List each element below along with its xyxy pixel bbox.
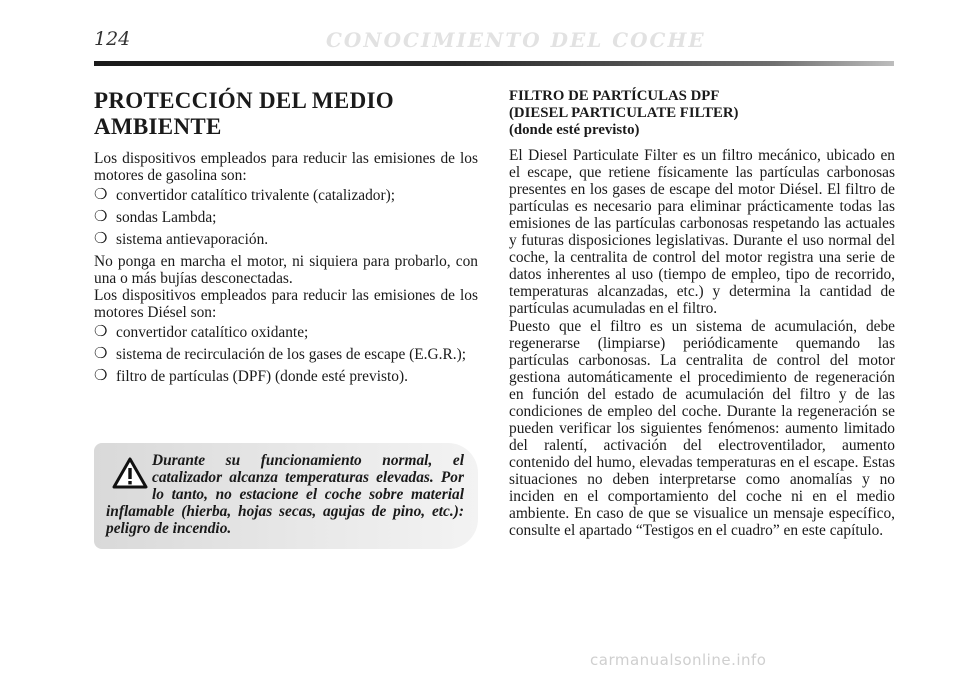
section-heading: PROTECCIÓN DEL MEDIO AMBIENTE bbox=[94, 88, 394, 139]
page-number: 124 bbox=[94, 28, 131, 50]
running-title: CONOCIMIENTO DEL COCHE bbox=[326, 28, 706, 52]
list-item: ❍ sistema de recirculación de los gases de escape (E.G.R.); bbox=[94, 346, 467, 363]
watermark: carmanualsonline.info bbox=[590, 651, 767, 669]
warning-box bbox=[94, 443, 478, 549]
spark-plug-note: No ponga en marcha el motor, ni siquiera para probarlo, con una o más bujías desconectadas. bbox=[94, 253, 478, 287]
gasoline-intro: Los dispositivos empleados para reducir las emisiones de los motores de gasolina son: bbox=[94, 150, 478, 184]
list-item: ❍ sistema antievaporación. bbox=[94, 231, 269, 248]
diesel-list bbox=[94, 324, 478, 385]
circle-bullet-icon: ❍ bbox=[94, 346, 108, 362]
circle-bullet-icon: ❍ bbox=[94, 231, 108, 247]
circle-bullet-icon: ❍ bbox=[94, 209, 108, 225]
circle-bullet-icon: ❍ bbox=[94, 187, 108, 203]
header-rule bbox=[94, 61, 894, 66]
list-item: ❍ filtro de partículas (DPF) (donde esté previsto). bbox=[94, 368, 408, 385]
list-item: ❍ sondas Lambda; bbox=[94, 209, 217, 226]
diesel-intro: Los dispositivos empleados para reducir las emisiones de los motores Diésel son: bbox=[94, 287, 478, 321]
list-item: ❍ convertidor catalítico oxidante; bbox=[94, 324, 309, 341]
gasoline-list bbox=[94, 187, 478, 248]
warning-text: Durante su funcionamiento normal, el catalizador alcanza temperaturas elevadas. Por lo tanto, no estacione el coche sobre material inflamable (hierba, hojas secas, agujas de pino, etc.): peligro de incendio. bbox=[106, 452, 464, 537]
dpf-heading: FILTRO DE PARTÍCULAS DPF (DIESEL PARTICULATE FILTER) (donde esté previsto) bbox=[509, 88, 739, 138]
left-column bbox=[94, 88, 478, 390]
right-column bbox=[509, 88, 895, 539]
list-item: ❍ convertidor catalítico trivalente (catalizador); bbox=[94, 187, 396, 204]
dpf-paragraph-1: El Diesel Particulate Filter es un filtro mecánico, ubicado en el escape, que retiene físicamente las partículas carbonosas presentes en los gases de escape del motor Diésel. El filtro de partículas es necesario para eliminar prácticamente todas las emisiones de las partículas carbonosas respetando las actuales y futuras disposiciones legislativas. Durante el uso normal del coche, la centralita de control del motor registra una serie de datos inherentes al uso (tiempo de empleo, tipo de recorrido, temperaturas alcanzadas, etc.) y determina la cantidad de partículas acumuladas en el filtro. bbox=[509, 147, 895, 317]
page-header bbox=[94, 28, 894, 54]
dpf-paragraph-2: Puesto que el filtro es un sistema de acumulación, debe regenerarse (limpiarse) periódicamente quemando las partículas carbonosas. La centralita de control del motor gestiona automáticamente el procedimiento de regeneración en función del estado de acumulación del filtro y de las condiciones de empleo del coche. Durante la regeneración se pueden verificar los siguientes fenómenos: aumento limitado del ralentí, activación del electroventilador, aumento contenido del humo, elevadas temperaturas en el escape. Estas situaciones no deben interpretarse como anomalías y no inciden en el comportamiento del coche ni en el medio ambiente. En caso de que se visualice un mensaje específico, consulte el apartado “Testigos en el cuadro” en este capítulo. bbox=[509, 318, 895, 539]
circle-bullet-icon: ❍ bbox=[94, 368, 108, 384]
circle-bullet-icon: ❍ bbox=[94, 324, 108, 340]
